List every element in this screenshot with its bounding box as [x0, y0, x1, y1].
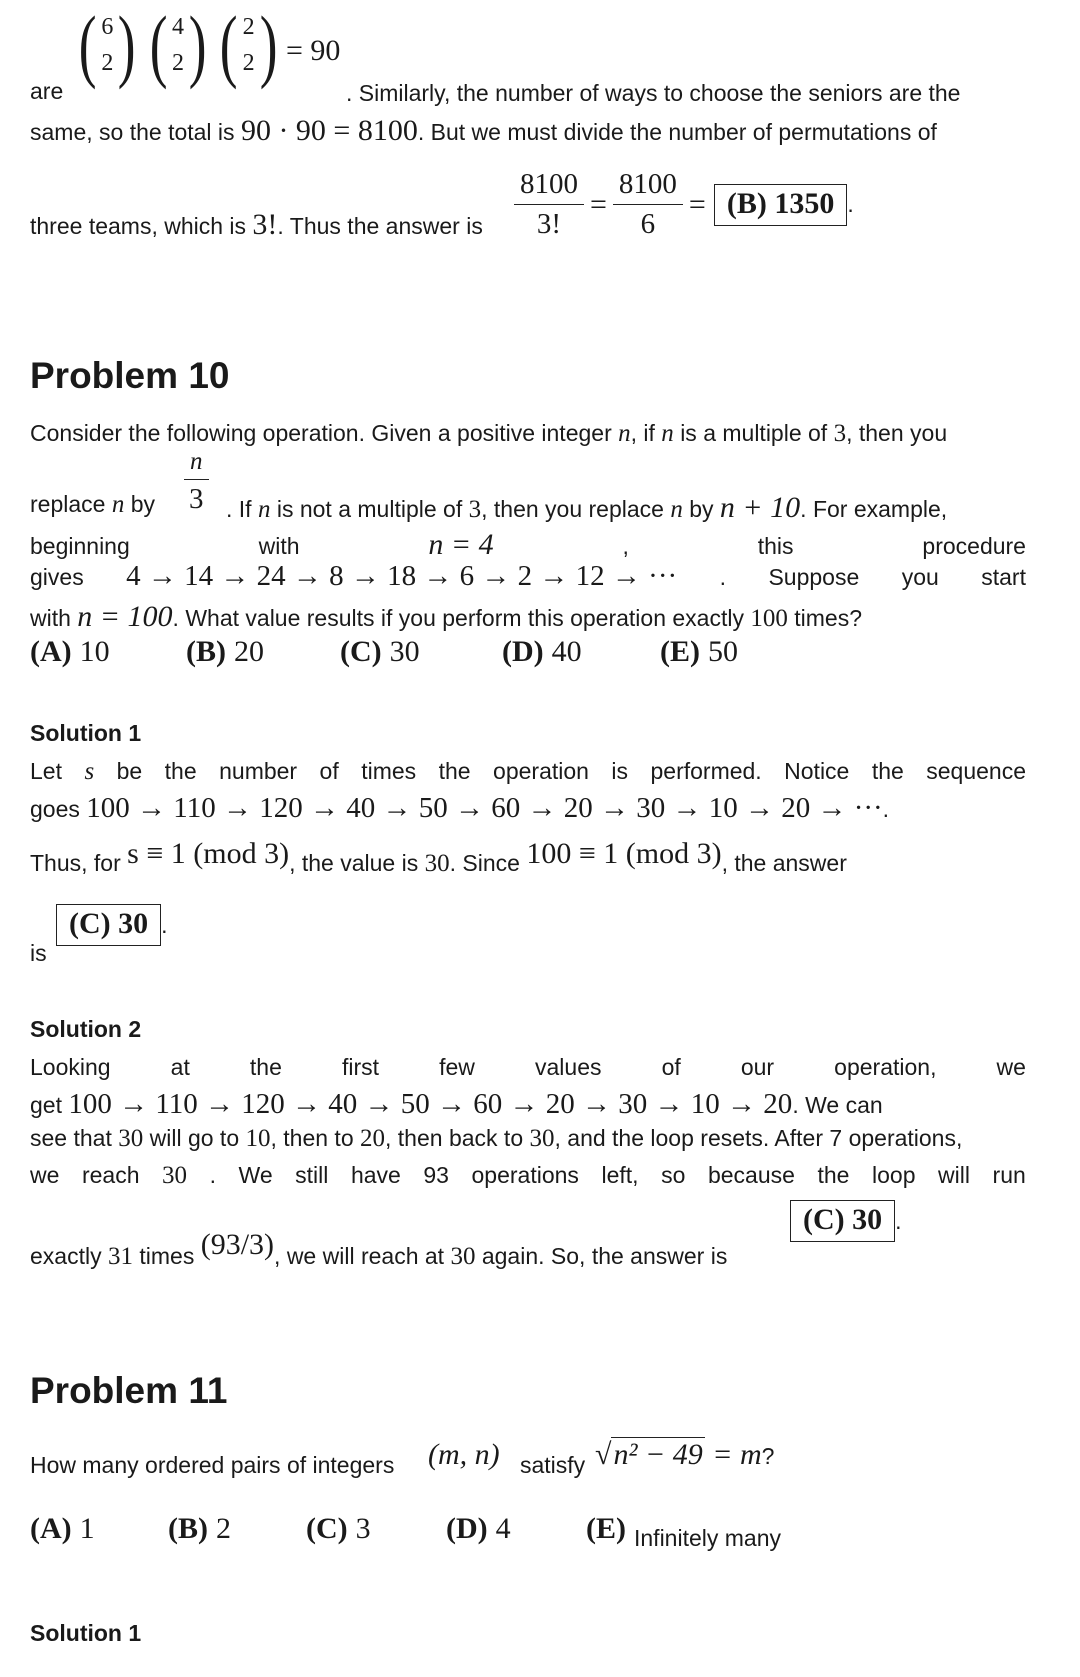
- math-30: 30: [424, 850, 450, 877]
- word: operation: [493, 758, 589, 784]
- p10-s2-line-4: [30, 1162, 1026, 1190]
- text: . If n is not a multiple of 3, then you replace n by n + 10. For example,: [226, 491, 948, 524]
- word: run: [992, 1162, 1026, 1188]
- p11-statement: [30, 1430, 1026, 1490]
- choice-d: (D) 40: [502, 635, 582, 668]
- word: so: [661, 1162, 686, 1188]
- math-30: 30: [162, 1162, 188, 1189]
- equals-sign: =: [688, 187, 706, 221]
- word: Looking: [30, 1054, 111, 1080]
- problem-10-heading: Problem 10: [30, 355, 230, 396]
- math-pair-m-n: (m, n): [428, 1438, 500, 1471]
- choice-a: (A) 10: [30, 635, 110, 668]
- math-sequence-example: 4 → 14 → 24 → 8 → 18 → 6 → 2 → 12 → ···: [126, 560, 678, 592]
- text: . What value results if you perform this operation exactly: [172, 605, 744, 631]
- word: loop: [872, 1162, 916, 1188]
- word: .: [209, 1162, 216, 1188]
- math-30: 30: [529, 1125, 555, 1152]
- word: Let: [30, 758, 62, 784]
- fraction-8100-over-3-factorial: $\frac{8100}{3!}$: [514, 168, 584, 241]
- math-n: n: [618, 420, 631, 447]
- text: is a multiple of: [680, 420, 828, 446]
- text: , the value is: [289, 850, 419, 876]
- word: gives: [30, 564, 84, 590]
- math-n-plus-10: n + 10: [719, 491, 801, 524]
- math-sqrt-equation: √n² − 49 = m?: [595, 1438, 775, 1471]
- p10-s1-line-3: [30, 837, 1026, 879]
- math-sequence-from-100: 100 → 110 → 120 → 40 → 50 → 60 → 20 → 30 → 10 → 20: [68, 1088, 793, 1120]
- binomial-6-2: ( 6 2 ): [78, 0, 136, 90]
- word: because: [707, 1162, 795, 1188]
- math-3-factorial: 3!: [252, 208, 278, 241]
- word: We: [238, 1162, 273, 1188]
- choice-c: (C) 30: [340, 635, 420, 668]
- math-s: s: [84, 758, 95, 785]
- word: goes: [30, 796, 80, 822]
- answer-box-b-1350: (B) 1350: [714, 184, 848, 226]
- line-total: [30, 114, 1026, 148]
- binomial-result: = 90: [286, 34, 341, 67]
- math-n: n: [661, 420, 674, 447]
- word: for: [93, 850, 121, 876]
- word: is: [611, 758, 629, 784]
- word: 93: [423, 1162, 449, 1188]
- choice-b: (B) 2: [168, 1512, 231, 1545]
- math-n-equals-4: n = 4: [428, 528, 494, 561]
- word: we: [30, 1162, 60, 1188]
- word: number: [219, 758, 298, 784]
- binomial-product: [72, 0, 284, 90]
- word: of: [319, 758, 339, 784]
- math-100: 100: [750, 605, 788, 632]
- answer-box-c-30: (C) 30: [790, 1200, 895, 1242]
- p10-solution-2-heading: Solution 2: [30, 1016, 142, 1042]
- word: operations: [471, 1162, 579, 1188]
- text: see that: [30, 1125, 112, 1151]
- binomial-product-line: [30, 0, 1026, 106]
- text-similarly: . Similarly, the number of ways to choose the seniors are the: [346, 80, 961, 106]
- p10-s2-line-5: [30, 1196, 1026, 1270]
- word: .: [719, 564, 726, 590]
- fraction-n-over-3: $\frac{n}{3}$: [184, 448, 209, 516]
- word: be: [116, 758, 143, 784]
- p10-s2-line-3: [30, 1125, 1026, 1153]
- word: performed.: [650, 758, 762, 784]
- fraction-expression: [508, 168, 854, 241]
- word: reach: [81, 1162, 140, 1188]
- text-total: same, so the total is: [30, 119, 235, 145]
- word: still: [295, 1162, 329, 1188]
- text-exactly: exactly 31 times (93/3), we will reach at 30 again. So, the answer is: [30, 1228, 728, 1270]
- word: at: [170, 1054, 190, 1080]
- period: .: [895, 1208, 902, 1234]
- math-s-mod-3: s ≡ 1 (mod 3): [127, 837, 290, 870]
- word: have: [350, 1162, 401, 1188]
- word: Notice: [784, 758, 850, 784]
- word: will: [938, 1162, 970, 1188]
- word: beginning: [30, 533, 130, 559]
- word: the: [438, 758, 471, 784]
- word: with: [30, 605, 71, 631]
- word: of: [661, 1054, 681, 1080]
- p11-solution-1-heading: Solution 1: [30, 1620, 142, 1646]
- p10-solution-1-heading: Solution 1: [30, 720, 142, 746]
- word-are: are: [30, 78, 64, 104]
- word: the: [164, 758, 197, 784]
- p10-s1-line-4: [30, 900, 1026, 964]
- text: . We can: [792, 1092, 883, 1118]
- word: we: [996, 1054, 1026, 1080]
- word: with: [258, 533, 300, 559]
- period: .: [847, 191, 854, 217]
- line-three-teams: [30, 168, 1026, 241]
- p10-line-4: [30, 560, 1026, 593]
- period: .: [882, 796, 890, 822]
- text: , if: [630, 420, 655, 446]
- text: , then back to: [385, 1125, 524, 1151]
- p10-line-2: [30, 448, 1026, 524]
- text-three-teams: three teams, which is 3!. Thus the answer is: [30, 208, 483, 241]
- p10-line-3: [30, 528, 1026, 562]
- text: satisfy: [520, 1452, 586, 1478]
- text: , and the loop resets. After 7 operations,: [554, 1125, 963, 1151]
- word: operation,: [834, 1054, 937, 1080]
- word: few: [439, 1054, 475, 1080]
- answer-wrap: [790, 1200, 902, 1242]
- choice-c: (C) 3: [306, 1512, 371, 1545]
- word: you: [901, 564, 939, 590]
- text: , then to: [270, 1125, 354, 1151]
- answer-wrap: [56, 904, 168, 946]
- choice-e: (E) 50: [660, 635, 738, 668]
- word: procedure: [922, 533, 1026, 559]
- word: start: [981, 564, 1026, 590]
- text: How many ordered pairs of integers: [30, 1452, 395, 1478]
- word: left,: [601, 1162, 639, 1188]
- period: .: [161, 912, 168, 938]
- p10-s2-line-1: [30, 1054, 1026, 1081]
- word: is: [30, 940, 47, 966]
- math-100-mod-3: 100 ≡ 1 (mod 3): [526, 837, 722, 870]
- word: values: [535, 1054, 602, 1080]
- word: Thus,: [30, 850, 88, 876]
- word: ,: [622, 533, 629, 559]
- word: our: [740, 1054, 775, 1080]
- word: the: [249, 1054, 282, 1080]
- math-sequence-from-100: 100 → 110 → 120 → 40 → 50 → 60 → 20 → 30 → 10 → 20 → ···: [86, 792, 883, 824]
- text: times?: [794, 605, 862, 631]
- p10-s1-line-2: [30, 792, 1026, 825]
- math-10: 10: [245, 1125, 271, 1152]
- math-30: 30: [118, 1125, 144, 1152]
- text: , the answer: [721, 850, 847, 876]
- choice-e: (E) $_{Infinitely many}$: [586, 1512, 782, 1551]
- word: the: [817, 1162, 850, 1188]
- p10-line-1: [30, 420, 1026, 448]
- text: , then you: [846, 420, 948, 446]
- math-3: 3: [833, 420, 847, 447]
- problem-11-heading: Problem 11: [30, 1370, 228, 1411]
- math-90-times-90: 90 · 90 = 8100: [240, 114, 418, 147]
- equals-sign: =: [590, 187, 607, 221]
- p10-line-5: [30, 600, 1026, 634]
- p10-s1-line-1: [30, 758, 1026, 786]
- word: sequence: [926, 758, 1026, 784]
- choice-d: (D) 4: [446, 1512, 511, 1545]
- word: first: [341, 1054, 380, 1080]
- math-20: 20: [360, 1125, 386, 1152]
- word: get: [30, 1092, 62, 1118]
- text-divide: . But we must divide the number of permutations of: [417, 119, 937, 145]
- text: will go to: [149, 1125, 240, 1151]
- choice-a: (A) 1: [30, 1512, 95, 1545]
- word: the: [871, 758, 904, 784]
- fraction-8100-over-6: $\frac{8100}{6}$: [613, 168, 683, 241]
- word: Suppose: [768, 564, 860, 590]
- answer-box-c-30: (C) 30: [56, 904, 161, 946]
- text: Consider the following operation. Given a positive integer: [30, 420, 612, 446]
- choice-b: (B) 20: [186, 635, 264, 668]
- word: times: [361, 758, 417, 784]
- p10-s2-line-2: [30, 1088, 1026, 1121]
- text: replace n by: [30, 491, 156, 518]
- binomial-2-2: ( 2 2 ): [220, 0, 278, 90]
- math-n-equals-100: n = 100: [77, 600, 173, 633]
- binomial-4-2: ( 4 2 ): [149, 0, 207, 90]
- text: . Since: [449, 850, 520, 876]
- math-93-over-3: (93/3): [200, 1228, 275, 1261]
- word: this: [757, 533, 794, 559]
